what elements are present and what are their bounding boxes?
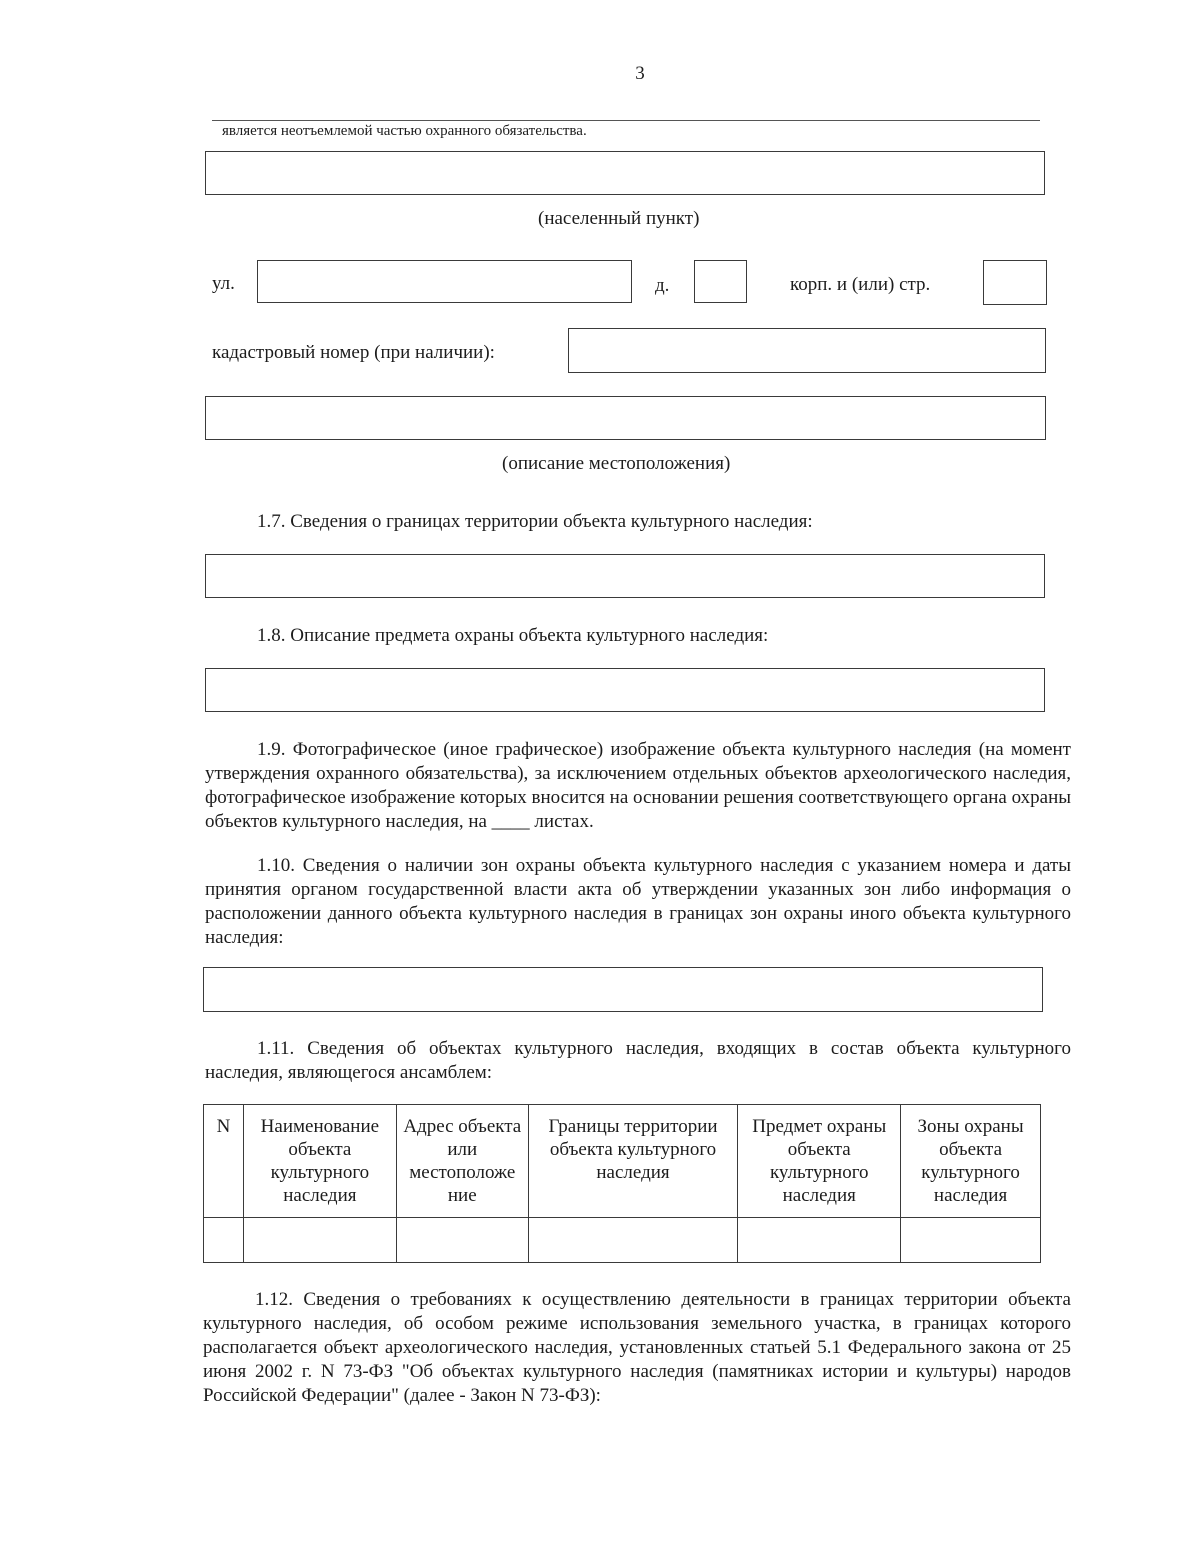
section-1-9-text: 1.9. Фотографическое (иное графическое) изображение объекта культурного наследия (на момент утверждения охранного обязательства), за исключением отдельных объектов археологического наследия, фотографическое изображение которых вносится на основании решения соответствующего органа охраны объектов культурного наследия, на ____ листах. xyxy=(205,739,1071,832)
table-cell[interactable] xyxy=(204,1218,244,1263)
street-label: ул. xyxy=(212,273,235,294)
header-protection-zones: Зоны охраны объекта культурного наследия xyxy=(901,1105,1041,1218)
settlement-field[interactable] xyxy=(205,151,1045,195)
street-field[interactable] xyxy=(257,260,632,303)
protection-subject-field[interactable] xyxy=(205,668,1045,712)
section-1-11-text: 1.11. Сведения об объектах культурного наследия, входящих в состав объекта культурного наследия, являющегося ансамблем: xyxy=(205,1038,1071,1083)
building-label: корп. и (или) стр. xyxy=(790,274,931,295)
table-cell[interactable] xyxy=(528,1218,738,1263)
cadastral-label: кадастровый номер (при наличии): xyxy=(212,342,495,363)
page-number: 3 xyxy=(635,63,645,84)
header-number: N xyxy=(204,1105,244,1218)
section-1-10-text: 1.10. Сведения о наличии зон охраны объекта культурного наследия с указанием номера и даты принятия органом государственной власти акта об утверждении указанных зон либо информация о расположении данного объекта культурного наследия в границах зон охраны иного объекта культурного наследия: xyxy=(205,855,1071,948)
ensemble-objects-table xyxy=(203,1104,1041,1263)
header-protection-subject: Предмет охраны объекта культурного наследия xyxy=(738,1105,901,1218)
house-label: д. xyxy=(655,275,670,296)
section-1-12-text: 1.12. Сведения о требованиях к осуществлению деятельности в границах территории объекта культурного наследия, об особом режиме использования земельного участка, в границах которого располагается объект археологического наследия, установленных статьей 5.1 Федерального закона от 25 июня 2002 г. N 73-ФЗ "Об объектах культурного наследия (памятниках истории и культуры) народов Российской Федерации" (далее - Закон N 73-ФЗ): xyxy=(203,1289,1071,1406)
location-caption: (описание местоположения) xyxy=(502,453,731,474)
section-1-8-heading: 1.8. Описание предмета охраны объекта культурного наследия: xyxy=(257,625,769,646)
house-field[interactable] xyxy=(694,260,747,303)
building-field[interactable] xyxy=(983,260,1047,305)
header-address: Адрес объекта или местоположе ние xyxy=(396,1105,528,1218)
table-cell[interactable] xyxy=(901,1218,1041,1263)
section-1-7-heading: 1.7. Сведения о границах территории объекта культурного наследия: xyxy=(257,511,813,532)
table-row xyxy=(204,1218,1041,1263)
settlement-caption: (населенный пункт) xyxy=(538,208,700,229)
table-cell[interactable] xyxy=(243,1218,396,1263)
top-note: является неотъемлемой частью охранного обязательства. xyxy=(222,123,587,139)
cadastral-field[interactable] xyxy=(568,328,1046,373)
location-field[interactable] xyxy=(205,396,1046,440)
table-cell[interactable] xyxy=(396,1218,528,1263)
table-cell[interactable] xyxy=(738,1218,901,1263)
protection-zones-field[interactable] xyxy=(203,967,1043,1012)
territory-boundaries-field[interactable] xyxy=(205,554,1045,598)
header-boundaries: Границы территории объекта культурного наследия xyxy=(528,1105,738,1218)
top-rule xyxy=(212,120,1040,121)
table-header-row xyxy=(204,1105,1041,1218)
header-object-name: Наименование объекта культурного наследия xyxy=(243,1105,396,1218)
